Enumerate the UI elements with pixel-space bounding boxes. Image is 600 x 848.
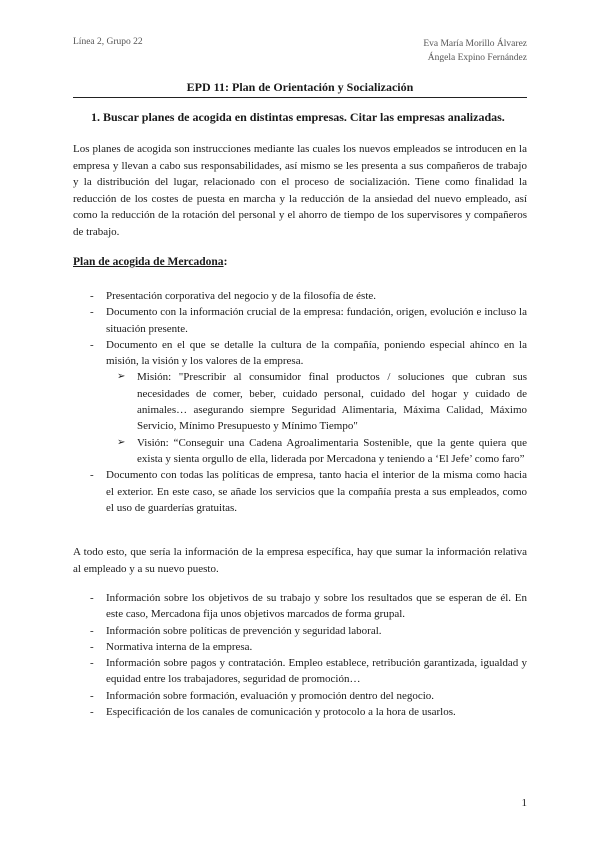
middle-paragraph: A todo esto, que sería la información de la empresa específica, hay que sumar la información relativa al empleado y a su nuevo puesto.: [73, 546, 527, 575]
list-item-text: Información sobre los objetivos de su trabajo y sobre los resultados que se esperan de él. En este caso, Mercadona fija unos objetivos marcados de forma grupal.: [106, 592, 527, 621]
list-item-text: Documento con la información crucial de la empresa: fundación, origen, evolución e incluso la situación presente.: [106, 306, 527, 335]
bullet-dash: -: [90, 338, 94, 351]
bullet-dash: -: [90, 592, 94, 604]
list-item: [73, 304, 527, 337]
sub-list-item: [73, 435, 527, 468]
list-item-text: Información sobre políticas de prevención y seguridad laboral.: [106, 624, 382, 637]
bullet-dash: -: [90, 290, 94, 302]
list-item: [73, 337, 527, 370]
bullet-dash: -: [90, 469, 94, 482]
list-item: [73, 623, 527, 639]
bullet-dash: -: [90, 689, 94, 702]
list-item: [73, 590, 527, 623]
bullet-dash: -: [90, 624, 94, 637]
company-plan-list: [73, 288, 527, 516]
arrow-bullet-icon: ➢: [117, 371, 126, 383]
list-item: [73, 704, 527, 720]
list-item: [73, 688, 527, 704]
subheading-text: Plan de acogida de Mercadona: [73, 256, 224, 268]
header-author-2: Ángela Expino Fernández: [427, 53, 527, 63]
intro-paragraph: Los planes de acogida son instrucciones mediante las cuales los nuevos empleados se introducen en la empresa y llevan a cabo sus responsabilidades, así mismo se les presenta a sus compañeros de trabajo y la distribución del lugar, relacionado con el proceso de socialización. Tiene como finalidad la reducción de los costes de puesta en marcha y la reducción de la ansiedad del nuevo empleado, así como la reducción de la rotación del personal y el ahorro de tiempo de los supervisores y compañeros de trabajo.: [73, 143, 527, 238]
bullet-dash: -: [90, 640, 94, 653]
list-item-text: Información sobre pagos y contratación. Empleo establece, retribución garantizada, igualdad y equidad entre los trabajadores, seguridad de promoción…: [106, 657, 527, 686]
subheading-colon: :: [223, 256, 228, 268]
list-item-text: Información sobre formación, evaluación y promoción dentro del negocio.: [106, 689, 435, 702]
bullet-dash: -: [90, 657, 94, 670]
sub-list-item: [73, 369, 527, 434]
header-group: Línea 2, Grupo 22: [73, 37, 143, 47]
list-item-text: Documento con todas las políticas de empresa, tanto hacia el interior de la misma como hacia el exterior. En este caso, se añade los servicios que la compañía presta a sus empleados, como el uso de guarderías gratuitas.: [106, 469, 527, 514]
section-subheading: [73, 256, 227, 268]
employee-info-list: [73, 590, 527, 720]
list-item-text: Normativa interna de la empresa.: [106, 640, 253, 653]
list-item-text: Presentación corporativa del negocio y de la filosofía de éste.: [106, 290, 377, 302]
sub-list-container: [73, 369, 527, 467]
sub-list-item-text: Visión: “Conseguir una Cadena Agroalimentaria Sostenible, que la gente quiera que exista y sienta orgullo de ella, liderada por Mercadona y teniendo a ‘El Jefe’ como faro”: [137, 436, 527, 465]
bullet-dash: -: [90, 706, 94, 719]
document-title: EPD 11: Plan de Orientación y Socialización: [186, 80, 414, 94]
title-divider: [73, 97, 527, 98]
culture-sub-list: [73, 369, 527, 467]
header-author-1: Eva María Morillo Álvarez: [423, 39, 527, 49]
arrow-bullet-icon: ➢: [117, 436, 126, 448]
bullet-dash: -: [90, 306, 94, 319]
page-number: 1: [521, 797, 527, 809]
sub-list-item-text: Misión: "Prescribir al consumidor final productos / soluciones que cubran sus necesidades de comer, beber, cuidado personal, cuidado del hogar y cuidado de animales… asegurando siempre Seguridad Alimentaria, Máxima Calidad, Máximo Servicio, Mínimo Presupuesto y Mínimo Tiempo": [137, 371, 527, 433]
list-item-text: Especificación de los canales de comunicación y protocolo a la hora de usarlos.: [106, 706, 456, 719]
list-item: [73, 655, 527, 688]
list-item: [73, 467, 527, 516]
list-item: [73, 288, 527, 304]
header-authors: [423, 37, 527, 65]
list-item: [73, 639, 527, 655]
list-item-text: Documento en el que se detalle la cultura de la compañía, poniendo especial ahínco en la misión, la visión y los valores de la empresa.: [106, 338, 527, 368]
question-heading: 1. Buscar planes de acogida en distintas empresas. Citar las empresas analizadas.: [91, 110, 505, 124]
